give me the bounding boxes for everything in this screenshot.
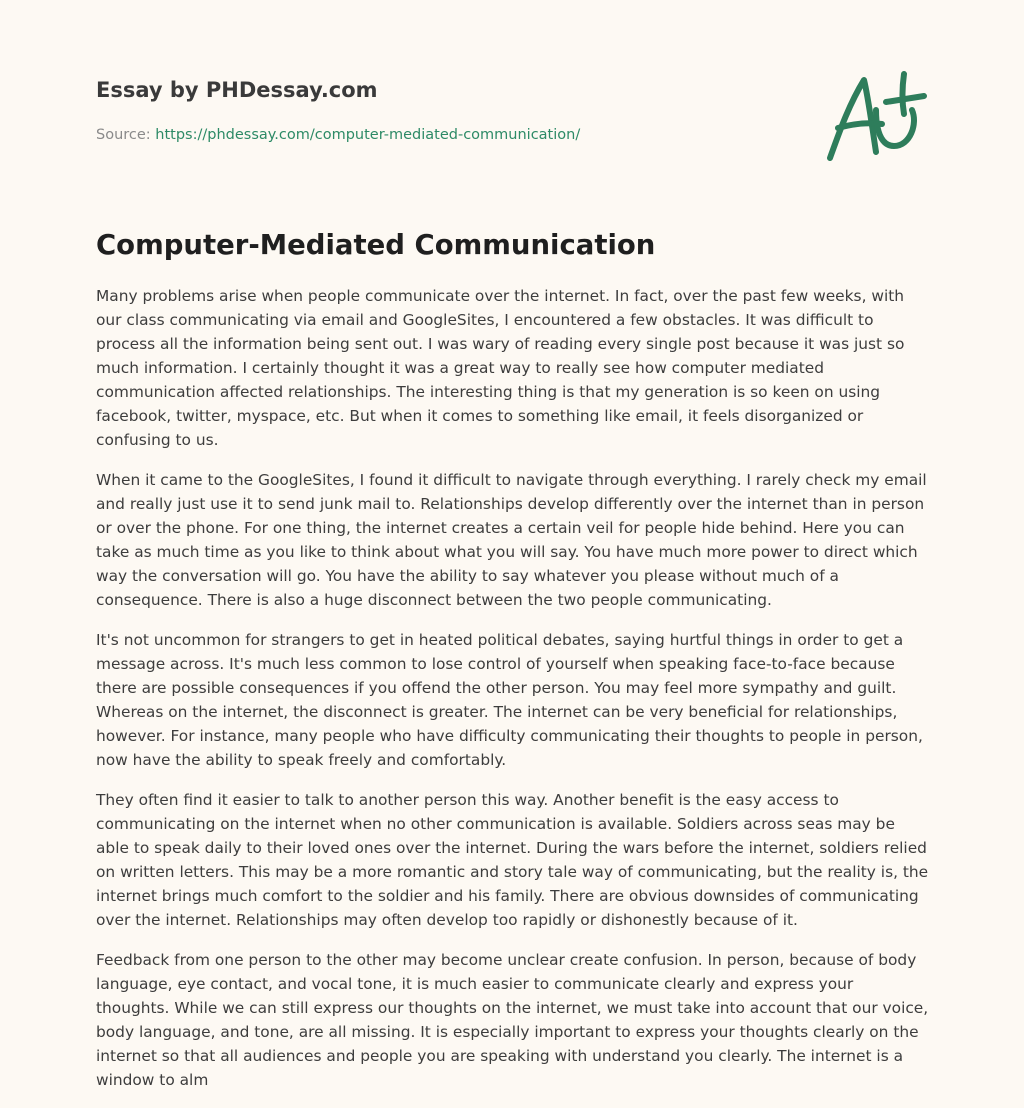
essay-paragraph: When it came to the GoogleSites, I found it difficult to navigate through everything. I rarely check my email and really just use it to send junk mail to. Relationships develop differently over the internet than in person or over the phone. For one thing, the internet creates a certain veil for people hide behind. Here you can take as much time as you like to think about what you will say. You have much more power to direct which way the conversation will go. You have the ability to say whatever you please without much of a consequence. There is also a huge disconnect between the two people communicating. [96,471,927,609]
essay-body [96,284,930,1108]
essay-title: Computer-Mediated Communication [96,229,656,261]
essay-paragraph: Feedback from one person to the other may become unclear create confusion. In person, because of body language, eye contact, and vocal tone, it is much easier to communicate clearly and express your thoughts. While we can still express our thoughts on the internet, we must take into account that our voice, body language, and tone, are all missing. It is especially important to express your thoughts clearly on the internet so that all audiences and people you are speaking with understand you clearly. The internet is a window to alm [96,951,929,1089]
a-plus-logo-icon [820,66,930,166]
site-brand: Essay by PHDessay.com [96,78,378,102]
source-line [96,125,796,145]
essay-paragraph: Many problems arise when people communicate over the internet. In fact, over the past few weeks, with our class communicating via email and GoogleSites, I encountered a few obstacles. It was difficult to process all the information being sent out. I was wary of reading every single post because it was just so much information. I certainly thought it was a great way to really see how computer mediated communication affected relationships. The interesting thing is that my generation is so keen on using facebook, twitter, myspace, etc. But when it comes to something like email, it feels disorganized or confusing to us. [96,287,905,449]
essay-header [96,76,796,145]
source-link[interactable]: https://phdessay.com/computer-mediated-communication/ [155,127,581,143]
source-label: Source: [96,127,151,143]
essay-paragraph: It's not uncommon for strangers to get in heated political debates, saying hurtful things in order to get a message across. It's much less common to lose control of yourself when speaking face-to-face because there are possible consequences if you offend the other person. You may feel more sympathy and guilt. Whereas on the internet, the disconnect is greater. The internet can be very beneficial for relationships, however. For instance, many people who have difficulty communicating their thoughts to people in person, now have the ability to speak freely and comfortably. [96,631,923,769]
essay-paragraph: They often find it easier to talk to another person this way. Another benefit is the easy access to communicating on the internet when no other communication is available. Soldiers across seas may be able to speak daily to their loved ones over the internet. During the wars before the internet, soldiers relied on written letters. This may be a more romantic and story tale way of communicating, but the reality is, the internet brings much comfort to the soldier and his family. There are obvious downsides of communicating over the internet. Relationships may often develop too rapidly or dishonestly because of it. [96,791,929,929]
